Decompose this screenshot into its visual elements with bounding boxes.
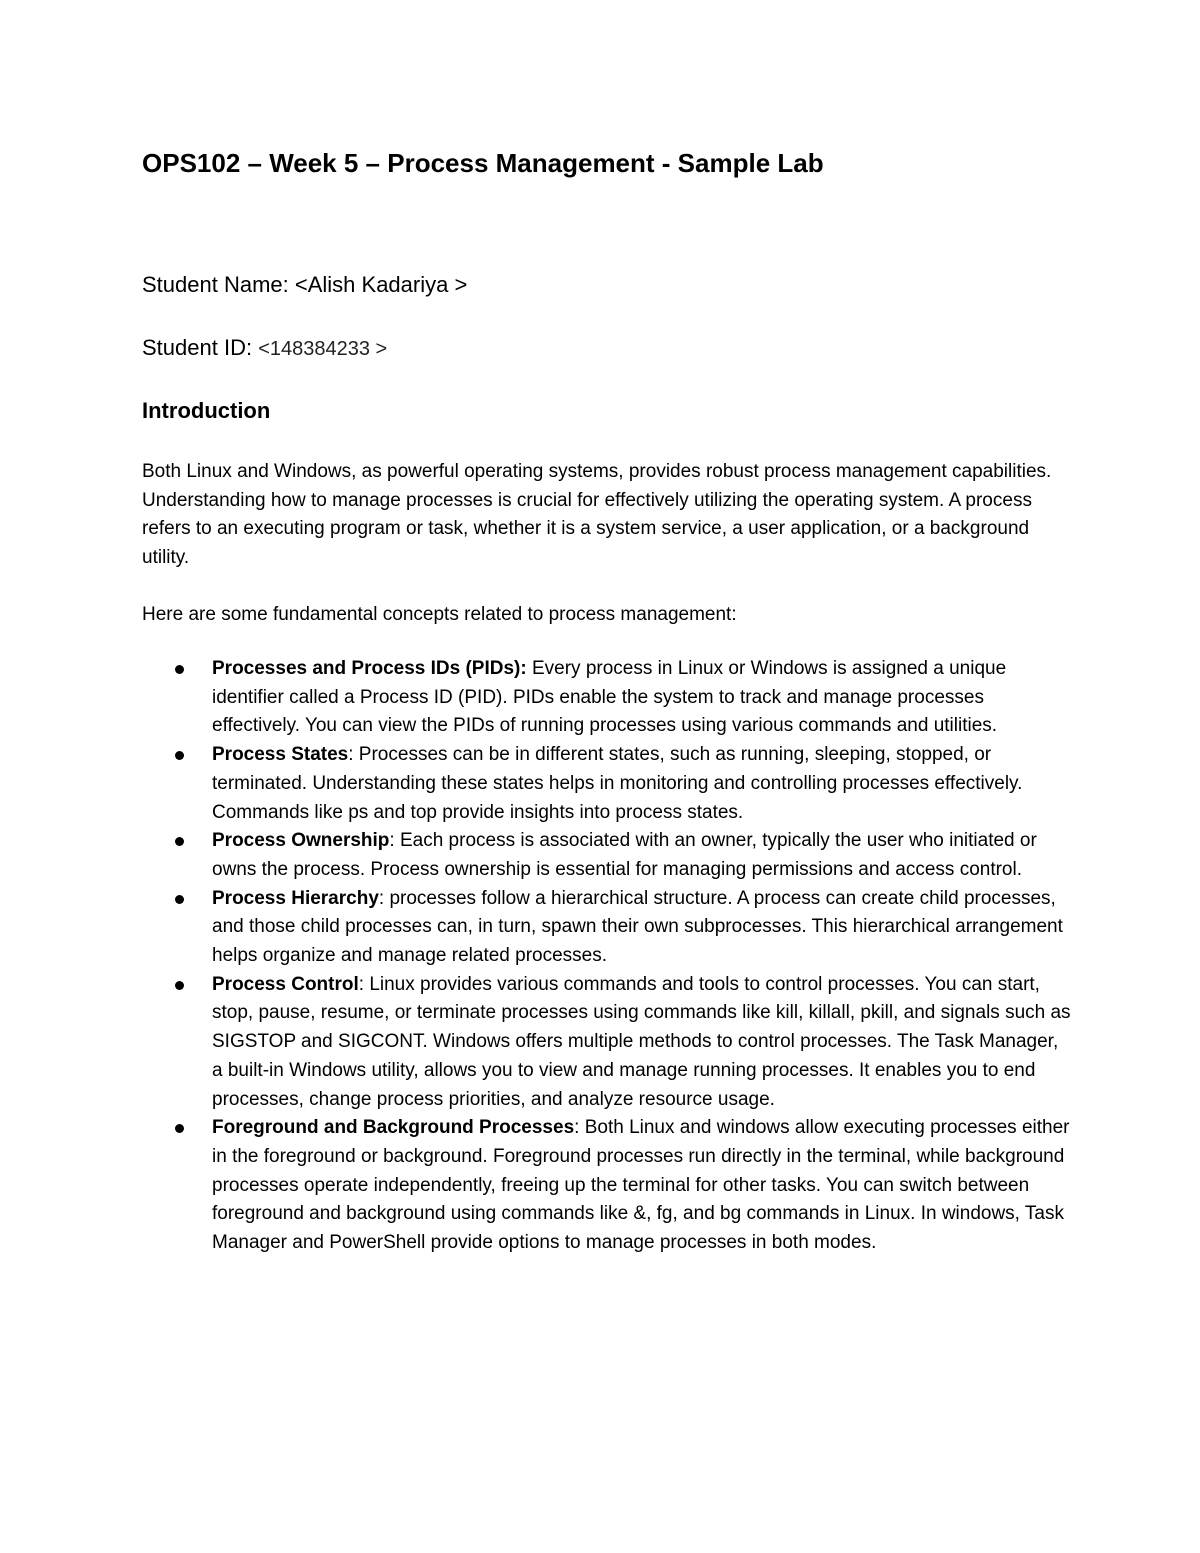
bullet-icon (175, 1124, 184, 1133)
list-item-term: Process States (212, 744, 349, 766)
list-item-term: Foreground and Background Processes (212, 1117, 575, 1139)
bullet-icon (175, 981, 184, 990)
intro-paragraph: Both Linux and Windows, as powerful operating systems, provides robust process management capabilities. Understanding how to manage processes is crucial for effectively utilizing the operating system. A process refers to an executing program or task, whether it is a system service, a user application, or a background utility. (142, 461, 1052, 569)
list-item (142, 885, 1072, 971)
list-item (142, 1114, 1072, 1258)
student-name-line (142, 270, 467, 300)
list-item (142, 971, 1072, 1115)
bullet-icon (175, 665, 184, 674)
bullet-icon (175, 751, 184, 760)
student-id-value: <148384233 > (258, 338, 388, 360)
list-item (142, 827, 1072, 884)
list-item-term: Process Ownership (212, 830, 390, 852)
list-item-text: : Linux provides various commands and tools to control processes. You can start, stop, pause, resume, or terminate processes using commands like kill, killall, pkill, and signals such as SIGSTOP and SIGCONT. Windows offers multiple methods to control processes. The Task Manager, a built-in Windows utility, allows you to view and manage running processes. It enables you to end processes, change process priorities, and analyze resource usage. (212, 973, 1071, 1110)
bullet-icon (175, 837, 184, 846)
introduction-heading: Introduction (142, 398, 271, 423)
student-id-label: Student ID: (142, 335, 259, 360)
document-title: OPS102 – Week 5 – Process Management - Sample Lab (142, 148, 824, 178)
student-name-label: Student Name: (142, 272, 295, 297)
list-item-text: : processes follow a hierarchical structure. A process can create child processes, and those child processes can, in turn, spawn their own subprocesses. This hierarchical arrangement helps organize and manage related processes. (212, 887, 1063, 967)
student-name-value: <Alish Kadariya > (294, 272, 468, 297)
list-item-text: : Each process is associated with an owner, typically the user who initiated or owns the process. Process ownership is essential for managing permissions and access control. (212, 830, 1037, 880)
list-item-text: : Both Linux and windows allow executing processes either in the foreground or background. Foreground processes run directly in the terminal, while background processes operate independently, freeing up the terminal for other tasks. You can switch between foreground and background using commands like &, fg, and bg commands in Linux. In windows, Task Manager and PowerShell provide options to manage processes in both modes. (212, 1117, 1070, 1254)
lead-in-sentence: Here are some fundamental concepts related to process management: (142, 604, 737, 625)
list-item-term: Process Control (212, 973, 359, 995)
list-item-text: : Processes can be in different states, such as running, sleeping, stopped, or terminated. Understanding these states helps in monitoring and controlling processes effectively. Commands like ps and top provide insights into process states. (212, 744, 1023, 823)
concept-list (142, 655, 1072, 1258)
list-item (142, 741, 1072, 827)
list-item-term: Processes and Process IDs (PIDs): (212, 658, 527, 679)
student-id-line (142, 333, 387, 364)
list-item (142, 655, 1072, 741)
bullet-icon (175, 895, 184, 904)
list-item-text: Every process in Linux or Windows is assigned a unique identifier called a Process ID (PID). PIDs enable the system to track and manage processes effectively. You can view the PIDs of running processes using various commands and utilities. (212, 658, 1007, 737)
list-item-term: Process Hierarchy (212, 887, 379, 909)
